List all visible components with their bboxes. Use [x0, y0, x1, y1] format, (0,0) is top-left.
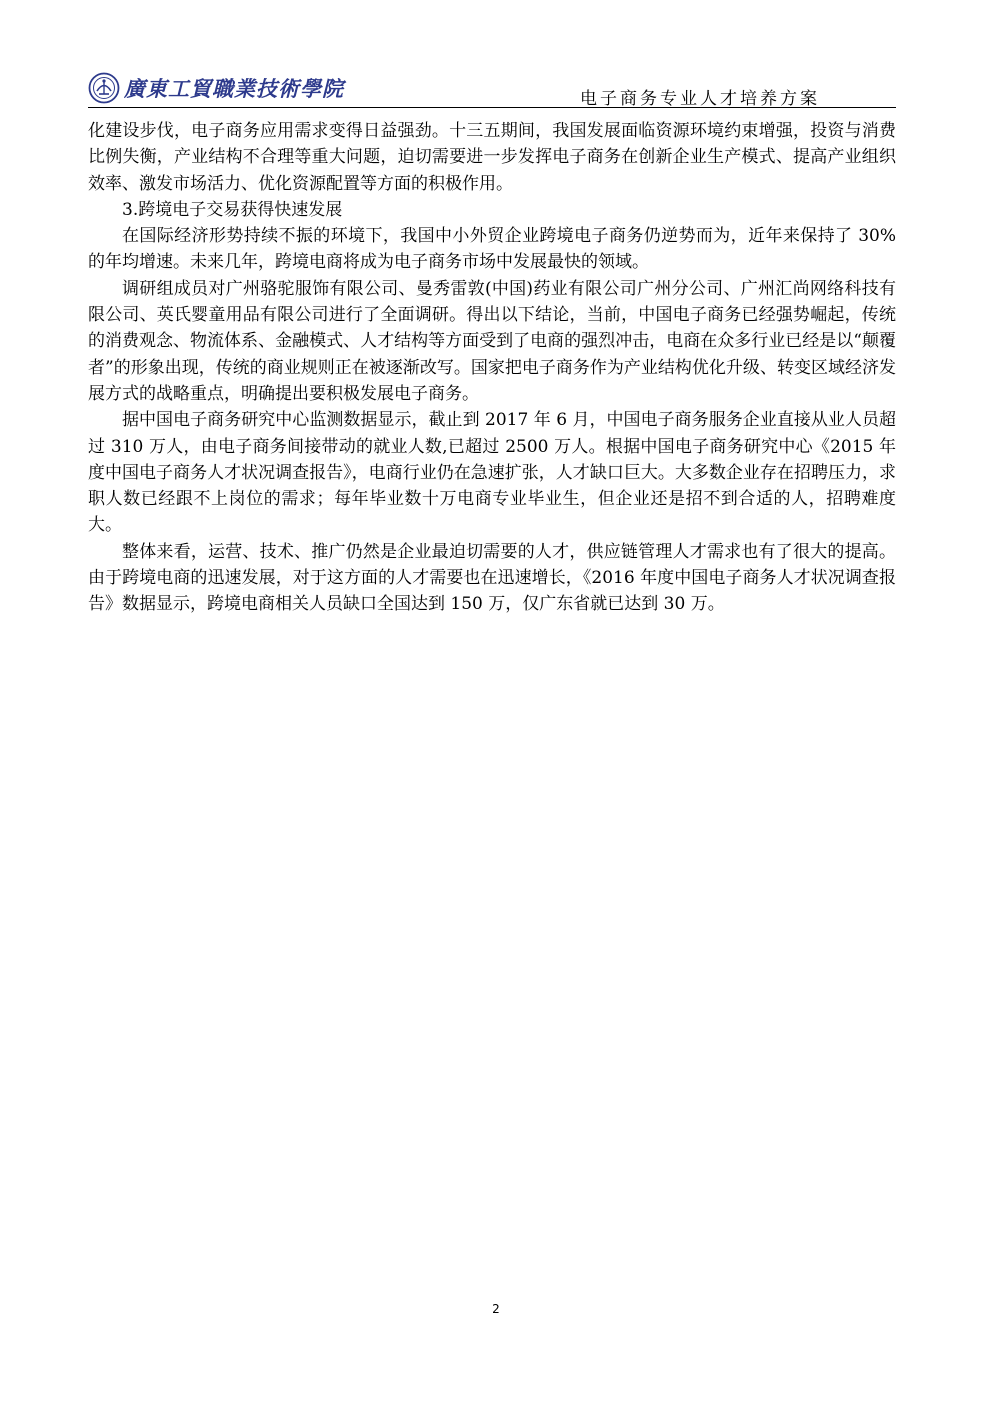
paragraph: 据中国电子商务研究中心监测数据显示，截止到 2017 年 6 月，中国电子商务服务企业直接从业人员超过 310 万人，由电子商务间接带动的就业人数,已超过 2500 万人。根据中国电子商务研究中心《2015 年度中国电子商务人才状况调查报告》，电商行业仍在急速扩张，人才缺口巨大。大多数企业存在招聘压力，求职人数已经跟不上岗位的需求；每年毕业数十万电商专业毕业生，但企业还是招不到合适的人，招聘难度大。 — [88, 410, 896, 536]
document-title: 电子商务专业人才培养方案 — [580, 89, 820, 109]
header-divider — [88, 107, 896, 108]
paragraph-continued: 化建设步伐，电子商务应用需求变得日益强劲。十三五期间，我国发展面临资源环境约束增强，投资与消费比例失衡，产业结构不合理等重大问题，迫切需要进一步发挥电子商务在创新企业生产模式、提高产业组织效率、激发市场活力、优化资源配置等方面的积极作用。 — [88, 121, 896, 194]
section-heading: 3.跨境电子交易获得快速发展 — [122, 199, 343, 220]
paragraph: 在国际经济形势持续不振的环境下，我国中小外贸企业跨境电子商务仍逆势而为，近年来保持了 30%的年均增速。未来几年，跨境电商将成为电子商务市场中发展最快的领域。 — [88, 226, 896, 273]
page-number: 2 — [492, 1302, 500, 1316]
paragraph: 整体来看，运营、技术、推广仍然是企业最迫切需要的人才，供应链管理人才需求也有了很大的提高。由于跨境电商的迅速发展，对于这方面的人才需要也在迅速增长，《2016 年度中国电子商务人才状况调查报告》数据显示，跨境电商相关人员缺口全国达到 150 万，仅广东省就已达到 30 万。 — [88, 541, 896, 615]
paragraph: 调研组成员对广州骆驼服饰有限公司、曼秀雷敦(中国)药业有限公司广州分公司、广州汇尚网络科技有限公司、英氏婴童用品有限公司进行了全面调研。得出以下结论，当前，中国电子商务已经强势崛起，传统的消费观念、物流体系、金融模式、人才结构等方面受到了电商的强烈冲击，电商在众多行业已经是以“颠覆者”的形象出现，传统的商业规则正在被逐渐改写。国家把电子商务作为产业结构优化升级、转变区域经济发展方式的战略重点，明确提出要积极发展电子商务。 — [88, 278, 896, 404]
page-header — [88, 70, 896, 112]
school-logo — [88, 72, 344, 104]
school-name: 廣東工貿職業技術學院 — [124, 76, 344, 101]
school-emblem-icon — [88, 72, 120, 104]
document-body — [88, 118, 896, 618]
